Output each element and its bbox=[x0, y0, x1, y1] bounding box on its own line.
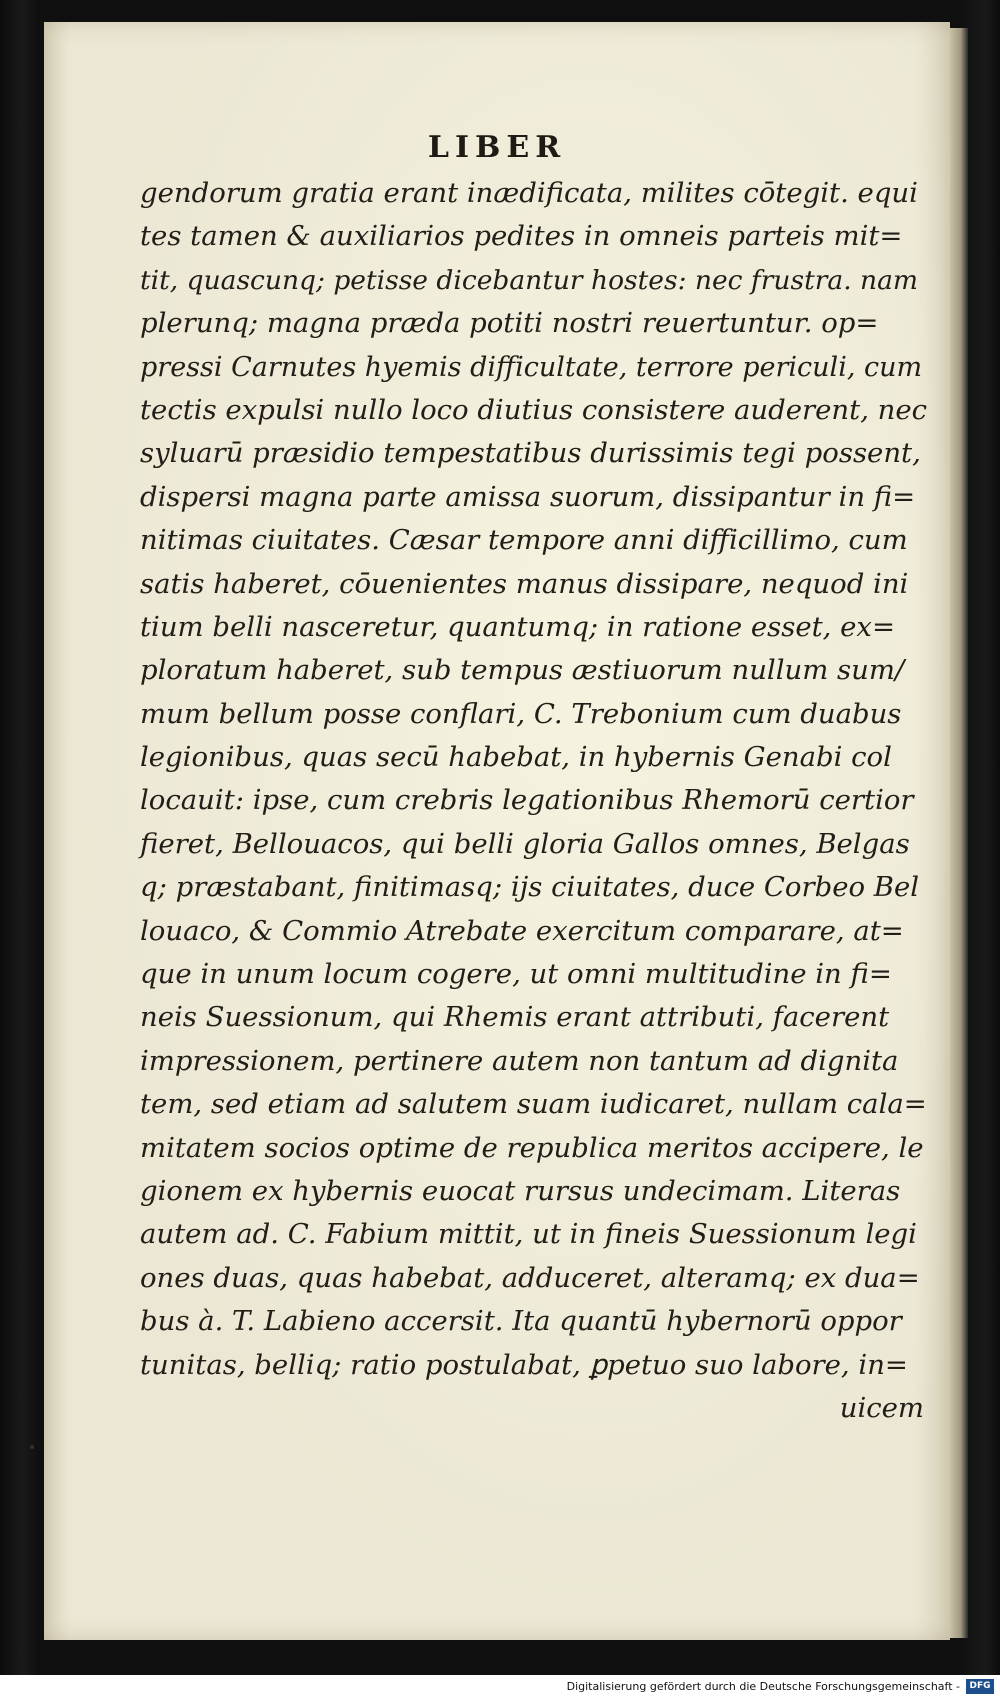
text-line: plerunq; magna præda potiti nostri reuertuntur. op= bbox=[140, 307, 879, 340]
text-line: legionibus, quas secū habebat, in hybernis Genabi col bbox=[140, 741, 892, 774]
text-line: tium belli nasceretur, quantumq; in ratione esset, ex= bbox=[140, 610, 895, 643]
digitization-footer bbox=[0, 1675, 1000, 1700]
text-line: tunitas, belliq; ratio postulabat, ꝑpetuo suo labore, in= bbox=[140, 1348, 908, 1381]
text-line: syluarū præsidio tempestatibus durissimis tegi possent, bbox=[140, 437, 921, 470]
text-line: q; præstabant, finitimasq; ijs ciuitates, duce Corbeo Bel bbox=[140, 871, 920, 904]
text-line: gendorum gratia erant inædificata, milites cōtegit. equi bbox=[140, 177, 918, 209]
text-line: ploratum haberet, sub tempus æstiuorum nullum sum/ bbox=[140, 654, 905, 687]
body-text bbox=[140, 172, 930, 1430]
funding-credit: Digitalisierung gefördert durch die Deutsche Forschungsgemeinschaft - bbox=[566, 1680, 960, 1693]
text-line: mum bellum posse conflari, C. Trebonium cum duabus bbox=[140, 697, 902, 730]
text-line: louaco, & Commio Atrebate exercitum comparare, at= bbox=[140, 914, 904, 947]
text-line: tectis expulsi nullo loco diutius consistere auderent, nec bbox=[140, 393, 928, 426]
catchword: uicem bbox=[839, 1391, 924, 1424]
text-line: tem, sed etiam ad salutem suam iudicaret, nullam cala= bbox=[140, 1088, 927, 1121]
text-line: neis Suessionum, qui Rhemis erant attributi, facerent bbox=[140, 1001, 890, 1034]
ink-speck bbox=[30, 1445, 34, 1449]
text-line: locauit: ipse, cum crebris legationibus Rhemorū certior bbox=[140, 784, 914, 817]
text-line: satis haberet, cōuenientes manus dissipare, nequod ini bbox=[140, 567, 909, 600]
text-line: ones duas, quas habebat, adduceret, alteramq; ex dua= bbox=[140, 1261, 920, 1294]
text-line: mitatem socios optime de republica meritos accipere, le bbox=[140, 1131, 924, 1164]
text-line: autem ad. C. Fabium mittit, ut in fineis Suessionum legi bbox=[140, 1218, 917, 1251]
text-line: que in unum locum cogere, ut omni multitudine in fi= bbox=[140, 958, 892, 991]
text-line: tit, quascunq; petisse dicebantur hostes: nec frustra. nam bbox=[140, 264, 919, 296]
book-page bbox=[44, 22, 950, 1640]
running-head: LIBER bbox=[427, 130, 567, 165]
text-line: pressi Carnutes hyemis difficultate, terrore periculi, cum bbox=[140, 351, 923, 383]
text-line: fieret, Bellouacos, qui belli gloria Gallos omnes, Belgas bbox=[140, 827, 910, 860]
text-line: dispersi magna parte amissa suorum, dissipantur in fi= bbox=[140, 480, 916, 513]
text-line: impressionem, pertinere autem non tantum ad dignita bbox=[140, 1044, 899, 1077]
page-edge bbox=[950, 28, 968, 1638]
text-line: tes tamen & auxiliarios pedites in omneis parteis mit= bbox=[140, 220, 903, 253]
dfg-logo-icon: DFG bbox=[966, 1679, 994, 1694]
text-line: bus à. T. Labieno accersit. Ita quantū hybernorū oppor bbox=[140, 1305, 902, 1338]
text-line: gionem ex hybernis euocat rursus undecimam. Literas bbox=[140, 1174, 901, 1207]
text-line: nitimas ciuitates. Cæsar tempore anni difficillimo, cum bbox=[140, 524, 908, 557]
